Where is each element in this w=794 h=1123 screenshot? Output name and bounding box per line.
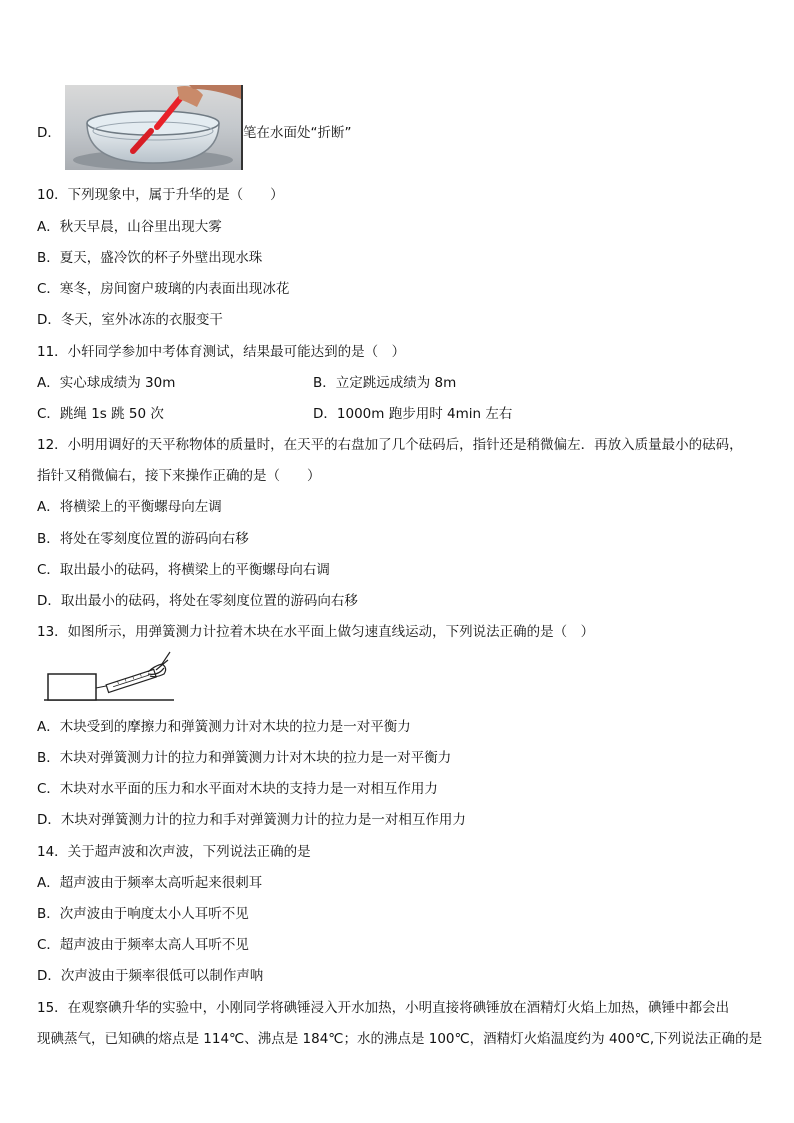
q13-option-c: C．木块对水平面的压力和水平面对木块的支持力是一对相互作用力	[37, 781, 438, 797]
q9-option-d-label: D．	[37, 125, 61, 141]
q13-stem: 13．如图所示，用弹簧测力计拉着木块在水平面上做匀速直线运动，下列说法正确的是（ ）	[37, 624, 595, 640]
q12-option-d: D．取出最小的砝码，将处在零刻度位置的游码向右移	[37, 593, 358, 609]
q12-option-a: A．将横梁上的平衡螺母向左调	[37, 499, 222, 515]
q13-option-b: B．木块对弹簧测力计的拉力和弹簧测力计对木块的拉力是一对平衡力	[37, 750, 452, 766]
q11-option-c: C．跳绳 1s 跳 50 次	[37, 406, 164, 422]
q10-stem: 10．下列现象中，属于升华的是（ ）	[37, 187, 284, 203]
q11-stem: 11．小轩同学参加中考体育测试，结果最可能达到的是（ ）	[37, 344, 406, 360]
q12-stem-line1: 12．小明用调好的天平称物体的质量时，在天平的右盘加了几个砝码后，指针还是稍微偏左．再放入质量最小的砝码，	[37, 437, 743, 453]
q11-option-d: D．1000m 跑步用时 4min 左右	[313, 406, 513, 422]
q12-stem-line2: 指针又稍微偏右，接下来操作正确的是（ ）	[37, 468, 321, 484]
q10-option-b: B．夏天，盛冷饮的杯子外壁出现水珠	[37, 250, 263, 266]
q10-option-d: D．冬天，室外冰冻的衣服变干	[37, 312, 223, 328]
q15-stem-line1: 15．在观察碘升华的实验中，小刚同学将碘锤浸入开水加热，小明直接将碘锤放在酒精灯火焰上加热，碘锤中都会出	[37, 1000, 730, 1016]
q9-option-d-text: 笔在水面处“折断”	[243, 125, 352, 141]
q14-option-d: D．次声波由于频率很低可以制作声呐	[37, 968, 264, 984]
q11-option-b: B．立定跳远成绩为 8m	[313, 375, 457, 391]
q12-option-c: C．取出最小的砝码，将横梁上的平衡螺母向右调	[37, 562, 330, 578]
q14-option-c: C．超声波由于频率太高人耳听不见	[37, 937, 249, 953]
q14-option-b: B．次声波由于响度太小人耳听不见	[37, 906, 249, 922]
q15-stem-line2: 现碘蒸气，已知碘的熔点是 114℃、沸点是 184℃；水的沸点是 100℃，酒精灯火焰温度约为 400℃,下列说法正确的是	[37, 1031, 763, 1047]
q11-option-a: A．实心球成绩为 30m	[37, 375, 176, 391]
q14-option-a: A．超声波由于频率太高听起来很刺耳	[37, 875, 263, 891]
q9-option-d	[37, 85, 437, 170]
q14-stem: 14．关于超声波和次声波，下列说法正确的是	[37, 844, 311, 860]
q10-option-c: C．寒冬，房间窗户玻璃的内表面出现冰花	[37, 281, 290, 297]
pencil-in-water-photo	[65, 85, 243, 170]
q13-option-d: D．木块对弹簧测力计的拉力和手对弹簧测力计的拉力是一对相互作用力	[37, 812, 466, 828]
q12-option-b: B．将处在零刻度位置的游码向右移	[37, 531, 249, 547]
spring-scale-block-figure	[44, 648, 176, 706]
q10-option-a: A．秋天早晨，山谷里出现大雾	[37, 219, 222, 235]
q13-option-a: A．木块受到的摩擦力和弹簧测力计对木块的拉力是一对平衡力	[37, 719, 411, 735]
